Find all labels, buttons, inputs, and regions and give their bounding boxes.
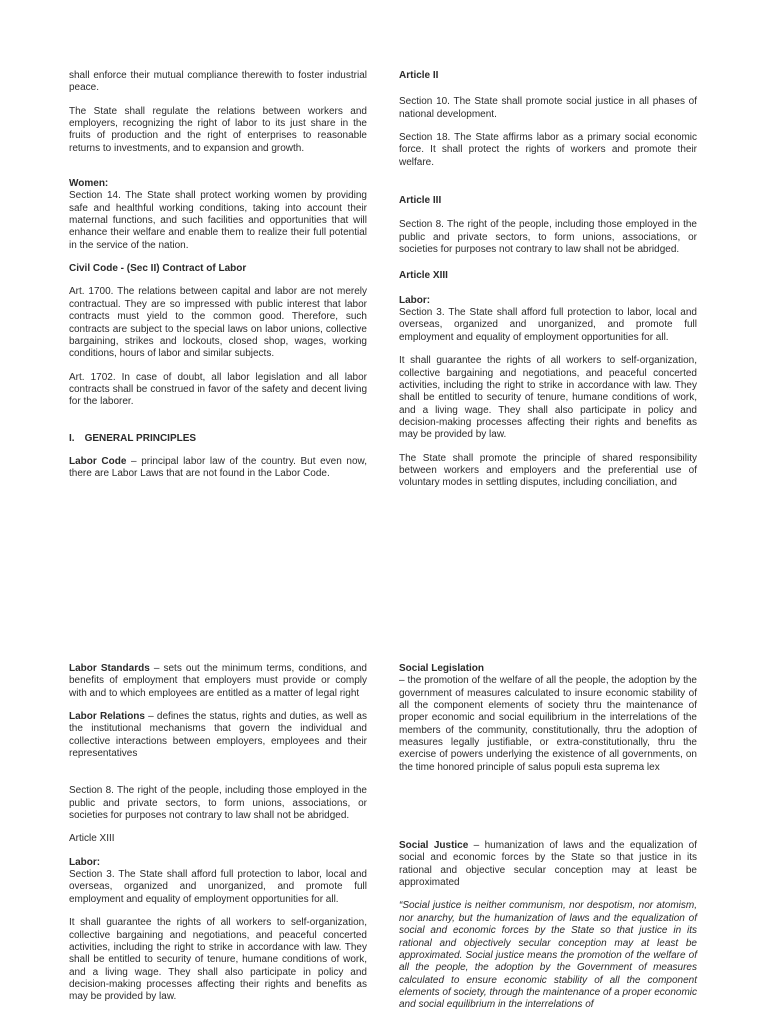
social-legislation-definition: – the promotion of the welfare of all the people, the adoption by the government of measures calculated to insure economic stability of all the component elements of society thru the maintenance of proper economic and social equilibrium in the interrelations of the members of the community, constitutionally, thru the adoption of measures legally justifiable, or extra-constitutionally, thru the exercise of powers underlying the existence of all governments, on the time honored principle of salus populi esta suprema lex [399, 675, 697, 773]
paragraph: The State shall regulate the relations between workers and employers, recognizing the right of labor to its just share in the fruits of production and the right of enterprises to reasonable returns to investments, and to expansion and growth. [69, 105, 367, 154]
section-18: Section 18. The State affirms labor as a primary social economic force. It shall protect the rights of workers and promote their welfare. [399, 132, 697, 168]
section-10: Section 10. The State shall promote social justice in all phases of national development. [399, 96, 697, 120]
guarantee-paragraph: It shall guarantee the rights of all workers to self-organization, collective bargaining and negotiations, and peaceful concerted activities, including the right to strike in accordance with law. They shall be entitled to security of tenure, humane conditions of work, and a living wage. They shall also participate in policy and decision-making processes affecting their rights and benefits as may be provided by law. [399, 355, 697, 441]
article-iii-heading: Article III [399, 195, 442, 207]
social-justice-quote: “Social justice is neither communism, nor despotism, nor atomism, nor anarchy, but the humanization of laws and the equalization of social and economic forces by the State so that justice in its rational and objectively secular conception may at least be approximated. Social justice means the promotion of the welfare of all the people, the adoption by the Government of measures calculated to ensure economic stability of all the component elements of society, through the maintenance of a proper economic and social equilibrium in the interrelations of [399, 900, 697, 1011]
women-heading: Women: [69, 178, 109, 190]
section-3: Section 3. The State shall afford full protection to labor, local and overseas, organized and unorganized, and promote full employment and equality of employment opportunities for all. [399, 307, 697, 343]
labor-code-text: – principal labor law of the country. But even now, there are Labor Laws that are not found in the Labor Code. [69, 455, 367, 480]
labor-standards-text: – sets out the minimum terms, conditions, and benefits of employment that employers must provide or comply with and to which employees are entitled as a matter of legal right [69, 663, 367, 699]
section-8: Section 8. The right of the people, including those employed in the public and private sectors, to form unions, associations, or societies for purposes not contrary to law shall not be abridged. [69, 785, 367, 822]
section-number: I. [69, 432, 75, 444]
labor-standards-term: Labor Standards [69, 663, 150, 674]
section-title: GENERAL PRINCIPLES [84, 432, 197, 444]
guarantee-paragraph: It shall guarantee the rights of all workers to self-organization, collective bargaining and negotiations, and peaceful concerted activities, including the right to strike in accordance with law. They shall be entitled to security of tenure, humane conditions of work, and a living wage. They shall also participate in policy and decision-making processes affecting their rights and benefits as may be provided by law. [69, 917, 367, 1003]
shared-responsibility-paragraph: The State shall promote the principle of shared responsibility between workers and employers and the preferential use of voluntary modes in settling disputes, including conciliation, and [399, 452, 697, 489]
labor-standards-definition [69, 663, 367, 700]
social-justice-definition [399, 840, 697, 889]
labor-code-term: Labor Code [69, 455, 127, 467]
page1-right-column [399, 70, 697, 490]
article-1700: Art. 1700. The relations between capital and labor are not merely contractual. They are so impressed with public interest that labor contracts must yield to the common good. Therefore, such contracts are subject to the special laws on labor unions, collective bargaining, strikes and lockouts, closed shop, wages, working conditions, hours of labor and similar subjects. [69, 286, 367, 360]
labor-heading: Labor: [399, 294, 431, 306]
labor-code-definition [69, 456, 367, 481]
article-ii-heading: Article II [399, 70, 439, 81]
labor-relations-definition [69, 711, 367, 760]
page1-left-column [69, 70, 367, 481]
social-legislation-heading: Social Legislation [399, 663, 485, 674]
labor-relations-text: – defines the status, rights and duties, as well as the institutional mechanisms that govern the individual and collective interactions between employers, employees and their representatives [69, 711, 367, 760]
section-heading [69, 433, 367, 445]
article-xiii-heading: Article XIII [399, 270, 448, 282]
page2-left-column [69, 663, 367, 1004]
section-8: Section 8. The right of the people, including those employed in the public and private sectors, to form unions, associations, or societies for purposes not contrary to law shall not be abridged. [399, 219, 697, 256]
labor-heading: Labor: [69, 856, 101, 868]
paragraph: shall enforce their mutual compliance therewith to foster industrial peace. [69, 70, 367, 94]
page-gap [0, 520, 768, 521]
women-section-14: Section 14. The State shall protect working women by providing safe and healthful working conditions, taking into account their maternal functions, and such facilities and opportunities that will enhance their welfare and enable them to realize their full potential in the service of the nation. [69, 190, 367, 251]
labor-relations-term: Labor Relations [69, 711, 145, 723]
page2-right-column [399, 663, 697, 1012]
article-xiii-label: Article XIII [69, 833, 115, 845]
social-justice-term: Social Justice [399, 840, 469, 852]
article-1702: Art. 1702. In case of doubt, all labor legislation and all labor contracts shall be construed in favor of the safety and decent living for the laborer. [69, 371, 367, 408]
section-3: Section 3. The State shall afford full protection to labor, local and overseas, organized and unorganized, and promote full employment and equality of employment opportunities for all. [69, 869, 367, 905]
civil-code-heading: Civil Code - (Sec II) Contract of Labor [69, 263, 247, 275]
social-justice-text: – humanization of laws and the equalization of social and economic forces by the State so that justice in its rational and objective secular conception may at least be approximated [399, 840, 697, 889]
